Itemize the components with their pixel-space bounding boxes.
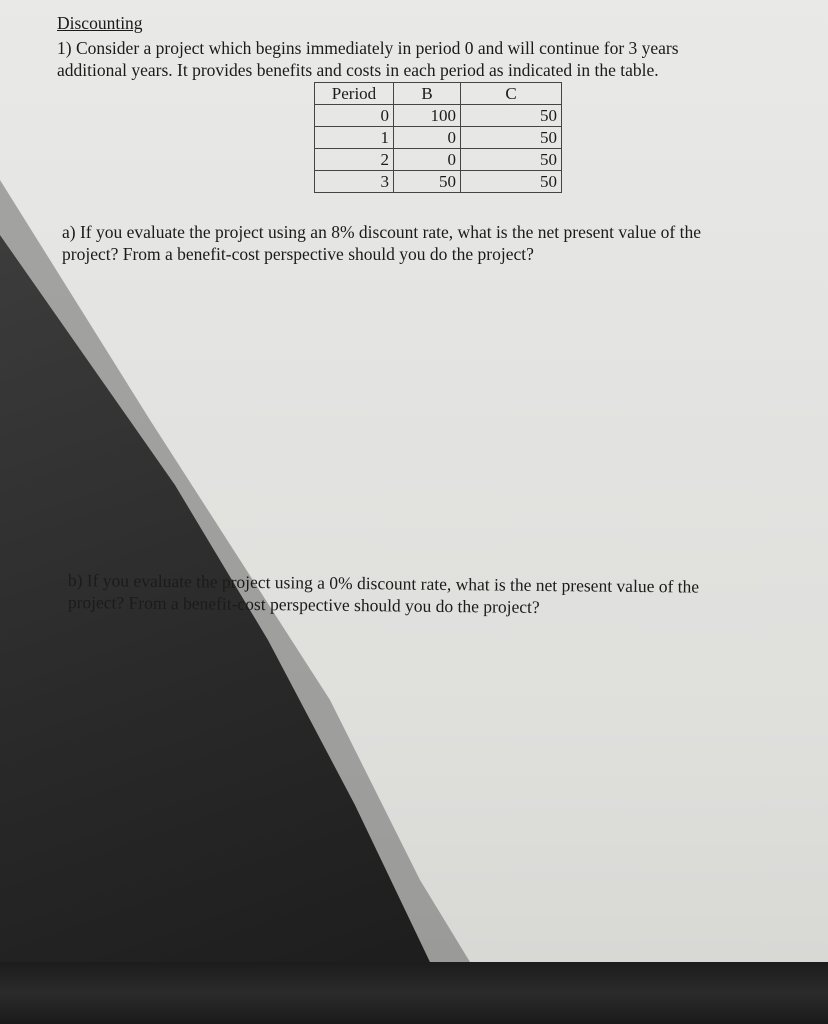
background-surface (0, 962, 828, 1024)
section-heading: Discounting (57, 13, 143, 33)
cell-benefit: 100 (394, 105, 461, 127)
problem-text-line-1: 1) Consider a project which begins immediately in period 0 and will continue for 3 years (57, 38, 679, 58)
question-b-line-1: b) If you evaluate the project using a 0% discount rate, what is the net present value of the (67, 569, 700, 597)
question-b-line-2: project? From a benefit-cost perspective should you do the project? (67, 591, 540, 617)
header-cost: C (461, 83, 562, 105)
table-header-row (315, 83, 562, 105)
table-row (315, 105, 562, 127)
question-a-line-2: project? From a benefit-cost perspective should you do the project? (62, 244, 534, 264)
cell-cost: 50 (461, 171, 562, 193)
cell-benefit: 50 (394, 171, 461, 193)
table-row (315, 127, 562, 149)
cell-cost: 50 (461, 105, 562, 127)
problem-text-line-2: additional years. It provides benefits and costs in each period as indicated in the table. (57, 60, 659, 80)
question-a-line-1: a) If you evaluate the project using an 8% discount rate, what is the net present value of the (62, 222, 702, 242)
cell-period: 3 (315, 171, 394, 193)
header-benefit: B (394, 83, 461, 105)
cell-benefit: 0 (394, 127, 461, 149)
benefit-cost-table (314, 82, 562, 193)
cell-cost: 50 (461, 127, 562, 149)
header-period: Period (315, 83, 394, 105)
table-row (315, 149, 562, 171)
table-row (315, 171, 562, 193)
cell-cost: 50 (461, 149, 562, 171)
cell-period: 1 (315, 127, 394, 149)
cell-benefit: 0 (394, 149, 461, 171)
cell-period: 2 (315, 149, 394, 171)
cell-period: 0 (315, 105, 394, 127)
